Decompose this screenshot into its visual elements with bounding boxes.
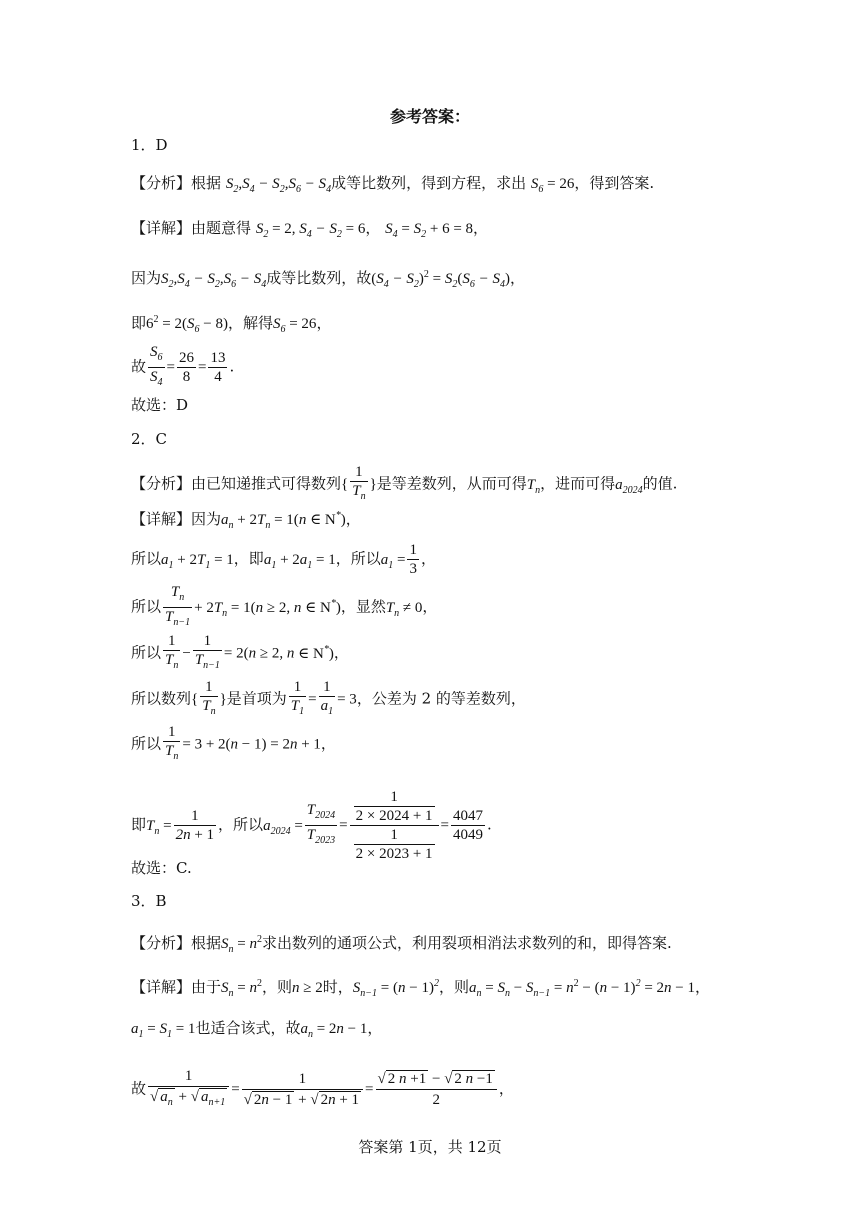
number: 4049 bbox=[453, 827, 483, 843]
formula: $S_2,S_4 - S_2,S_6 - S_4$ bbox=[225, 176, 332, 195]
subscript: 2024 bbox=[622, 484, 643, 496]
number: 2024 bbox=[379, 808, 410, 824]
fraction: $\frac{26}{8}$ bbox=[178, 350, 194, 385]
fraction: $\frac{1}{√ a_n + √ a_{n+1}}$ bbox=[148, 1066, 229, 1113]
analysis-label: 【分析】 bbox=[131, 174, 192, 192]
fraction: $\frac{T_{2024}}{T_{2023}}$ bbox=[306, 802, 336, 846]
analysis-text: 根据 bbox=[191, 934, 222, 952]
formula: $a_n + 2T_n = 1(n$ ∈ N*) bbox=[221, 510, 346, 531]
formula: $S_4 = S_2 + 6 = 8$ bbox=[385, 221, 474, 240]
q2-answer: 故选：C. bbox=[131, 859, 192, 877]
analysis-text: ，进而可得 bbox=[540, 474, 616, 493]
detail-text: ，则 bbox=[438, 978, 469, 996]
fraction: $\frac{1}{2 \times 2023 + 1}$ bbox=[355, 827, 433, 862]
fraction: $\frac{1}{T_n}$ bbox=[352, 464, 366, 502]
number: 2023 bbox=[379, 846, 410, 862]
formula: $S_n = n^2$ bbox=[221, 934, 262, 955]
q2-detail-4: 所以 $\frac{1}{T_n}$ − $\frac{1}{T_{n-1}}$ = 2(n ≥ 2, n ∈ N*)， bbox=[131, 632, 349, 675]
analysis-text: 根据 bbox=[191, 174, 222, 192]
q1-detail-4: 故 $\frac{S_6}{S_4}$ = $\frac{26}{8}$ = $\frac{13}{4}$ . bbox=[131, 343, 234, 392]
detail-text: 故 bbox=[131, 1079, 147, 1098]
detail-text: 即 bbox=[131, 815, 147, 834]
detail-text: 所以 bbox=[131, 643, 162, 662]
subscript: 2024 bbox=[315, 810, 336, 821]
fraction: $\frac{1}{a_1}$ bbox=[320, 679, 334, 717]
subscript: 2024 bbox=[270, 825, 291, 837]
detail-text: 即 bbox=[131, 314, 147, 332]
detail-text: 是首项为 bbox=[226, 689, 287, 708]
page-footer: 答案第 1页，共 12页 bbox=[358, 1138, 502, 1156]
formula: $6^2 = 2(S_6 - 8)$ bbox=[146, 314, 228, 335]
detail-text: ，公差为 2 的等差数列， bbox=[356, 689, 526, 708]
q2-analysis: 【分析】由已知递推式可得数列{ $\frac{1}{T_n}$ }是等差数列，从而可得$T_n$，进而可得$a_{2024}$的值. bbox=[131, 463, 677, 506]
fraction bbox=[451, 807, 485, 844]
fraction: $\frac{1}{T_1}$ bbox=[290, 679, 305, 717]
fraction: $\frac{1}{√ 2n - 1 + √ 2n + 1}$ bbox=[242, 1069, 363, 1110]
q1-analysis bbox=[131, 172, 654, 201]
formula: $a_1 + 2T_1 = 1$ bbox=[161, 551, 234, 571]
formula: $S_6 = 26$ bbox=[530, 176, 575, 195]
fraction: $\frac{1}{T_n}$ bbox=[202, 679, 216, 717]
q2-detail-7: 即$T_n$ = $\frac{1}{2n + 1}$ ，所以$a_{2024}$ = $\frac{T_{2024}}{T_{2023}}$ = $\frac{\frac{1}{2 \times 2024 + 1}}{\frac{1}{2 \times 2023 + 1}}$ = $\frac{4047}{4049}$ . bbox=[131, 789, 492, 862]
q1-answer: 故选：D bbox=[131, 396, 189, 414]
fraction: $\frac{1}{2n + 1}$ bbox=[175, 808, 215, 843]
q3-detail-3: 故 $\frac{1}{√ a_n + √ a_{n+1}}$ = $\frac{1}{√ 2n - 1 + √ 2n + 1}$ = $\frac{√ 2 n +1 - √ 2 n -1}{2}$ ， bbox=[131, 1066, 514, 1113]
detail-text: ，所以 bbox=[335, 549, 381, 568]
formula: $(S_4 - S_2)^2 = S_2(S_6 - S_4)$ bbox=[371, 269, 510, 290]
detail-text: 所以 bbox=[131, 597, 162, 616]
formula: $S_6 = 26$ bbox=[272, 316, 317, 335]
detail-text: 因为 bbox=[131, 269, 162, 287]
q2-detail-3: 所以 $\frac{T_n}{T_{n-1}}$ + $2T_n = 1(n \ge 2$, n ∈ N*)，显然$T_n \ne 0$， bbox=[131, 583, 437, 632]
detail-text: 所以 bbox=[131, 549, 162, 568]
compound-fraction bbox=[350, 788, 439, 863]
page-title: 参考答案： bbox=[389, 107, 470, 126]
q2-detail-5: 所以数列{ $\frac{1}{T_n}$ }是首项为 $\frac{1}{T_1}$ = $\frac{1}{a_1}$ = 3，公差为 2 的等差数列， bbox=[131, 678, 526, 721]
detail-label: 【详解】 bbox=[131, 978, 192, 996]
fraction: $\frac{S_6}{S_4}$ bbox=[150, 344, 163, 388]
q1-detail-3: 即$6^2 = 2(S_6 - 8)$，解得$S_6 = 26$， bbox=[131, 314, 332, 335]
analysis-text: 的值. bbox=[642, 474, 678, 493]
analysis-label: 【分析】 bbox=[131, 934, 192, 952]
q3-analysis bbox=[131, 929, 672, 961]
formula: $S_2,S_4 - S_2,S_6 - S_4$ bbox=[161, 271, 267, 290]
analysis-text: 由已知递推式可得数列 bbox=[191, 474, 342, 493]
fraction: $\frac{1}{T_n}$ bbox=[165, 633, 179, 671]
detail-label: 【详解】 bbox=[131, 219, 192, 237]
analysis-label: 【分析】 bbox=[131, 474, 192, 493]
q3-heading: 3．B bbox=[131, 892, 167, 910]
q1-heading: 1．D bbox=[131, 136, 168, 154]
formula: $a_1 = S_1 = 1$ bbox=[131, 1021, 196, 1040]
detail-text: ，解得 bbox=[227, 314, 273, 332]
detail-text: 成等比数列，故 bbox=[266, 269, 372, 287]
detail-text: ，则 bbox=[262, 978, 293, 996]
detail-text: 所以数列 bbox=[131, 689, 192, 708]
detail-text: ，所以 bbox=[218, 815, 264, 834]
detail-text: 所以 bbox=[131, 734, 162, 753]
analysis-text: ，得到答案. bbox=[574, 174, 655, 192]
q2-detail-6: 所以 $\frac{1}{T_n}$ = 3 + 2(n − 1) = 2n + 1， bbox=[131, 723, 336, 766]
detail-text: 故 bbox=[131, 357, 147, 376]
q1-detail-1: 【详解】由题意得 $S_2 = 2$, $S_4 - S_2 = 6$， $S_4 = S_2 + 6 = 8$， bbox=[131, 219, 489, 240]
fraction: $\frac{1}{T_n}$ bbox=[165, 724, 179, 762]
detail-label: 【详解】 bbox=[131, 510, 192, 528]
subscript: 2023 bbox=[315, 835, 336, 846]
q3-detail-1: 【详解】由于$S_n = n^2$，则n ≥ 2时，$S_{n-1} = (n - 1)^2$，则$a_n = S_n - S_{n-1} = n^2 - (n - 1)^2 = 2n - 1$， bbox=[131, 978, 711, 999]
detail-text: 由题意得 bbox=[191, 219, 252, 237]
fraction: $\frac{13}{4}$ bbox=[210, 350, 226, 385]
detail-text: ，显然 bbox=[340, 597, 386, 616]
fraction: $\frac{√ 2 n +1 - √ 2 n -1}{2}$ bbox=[376, 1069, 497, 1110]
detail-text: 也适合该式，故 bbox=[195, 1019, 301, 1037]
detail-text: ，即 bbox=[233, 549, 264, 568]
detail-text: 时， bbox=[322, 978, 353, 996]
fraction: $\frac{1}{2 \times 2024 + 1}$ bbox=[355, 789, 433, 824]
q3-detail-2: $a_1 = S_1 = 1$也适合该式，故$a_n = 2n - 1$， bbox=[131, 1019, 383, 1040]
fraction: $\frac{1}{T_{n-1}}$ bbox=[194, 633, 220, 671]
formula: $S_2 = 2$, $S_4 - S_2 = 6$ bbox=[255, 221, 366, 240]
q2-detail-2: 所以$a_1 + 2T_1 = 1$，即$a_1 + 2a_1 = 1$，所以$a_1$ = $\frac{1}{3}$ ， bbox=[131, 542, 436, 577]
q2-heading: 2．C bbox=[131, 430, 168, 448]
formula: $a_1 + 2a_1 = 1$ bbox=[263, 551, 336, 571]
analysis-text: 求出数列的通项公式，利用裂项相消法求数列的和，即得答案. bbox=[262, 934, 672, 952]
q1-detail-2: 因为$S_2,S_4 - S_2,S_6 - S_4$成等比数列，故$(S_4 - S_2)^2 = S_2(S_6 - S_4)$， bbox=[131, 269, 526, 290]
detail-text: 由于 bbox=[191, 978, 222, 996]
analysis-text: 是等差数列，从而可得 bbox=[376, 474, 527, 493]
number: 4047 bbox=[453, 808, 483, 824]
detail-text: 因为 bbox=[191, 510, 222, 528]
q2-detail-1: 【详解】因为$a_n + 2T_n = 1(n$ ∈ N*)， bbox=[131, 510, 361, 531]
fraction: $\frac{1}{3}$ bbox=[409, 542, 417, 577]
fraction: $\frac{T_n}{T_{n-1}}$ bbox=[165, 584, 191, 628]
analysis-text: 成等比数列，得到方程，求出 bbox=[331, 174, 527, 192]
formula: $a_n = S_n - S_{n-1} = n^2 - (n - 1)^2 = 2n - 1$ bbox=[468, 978, 695, 999]
